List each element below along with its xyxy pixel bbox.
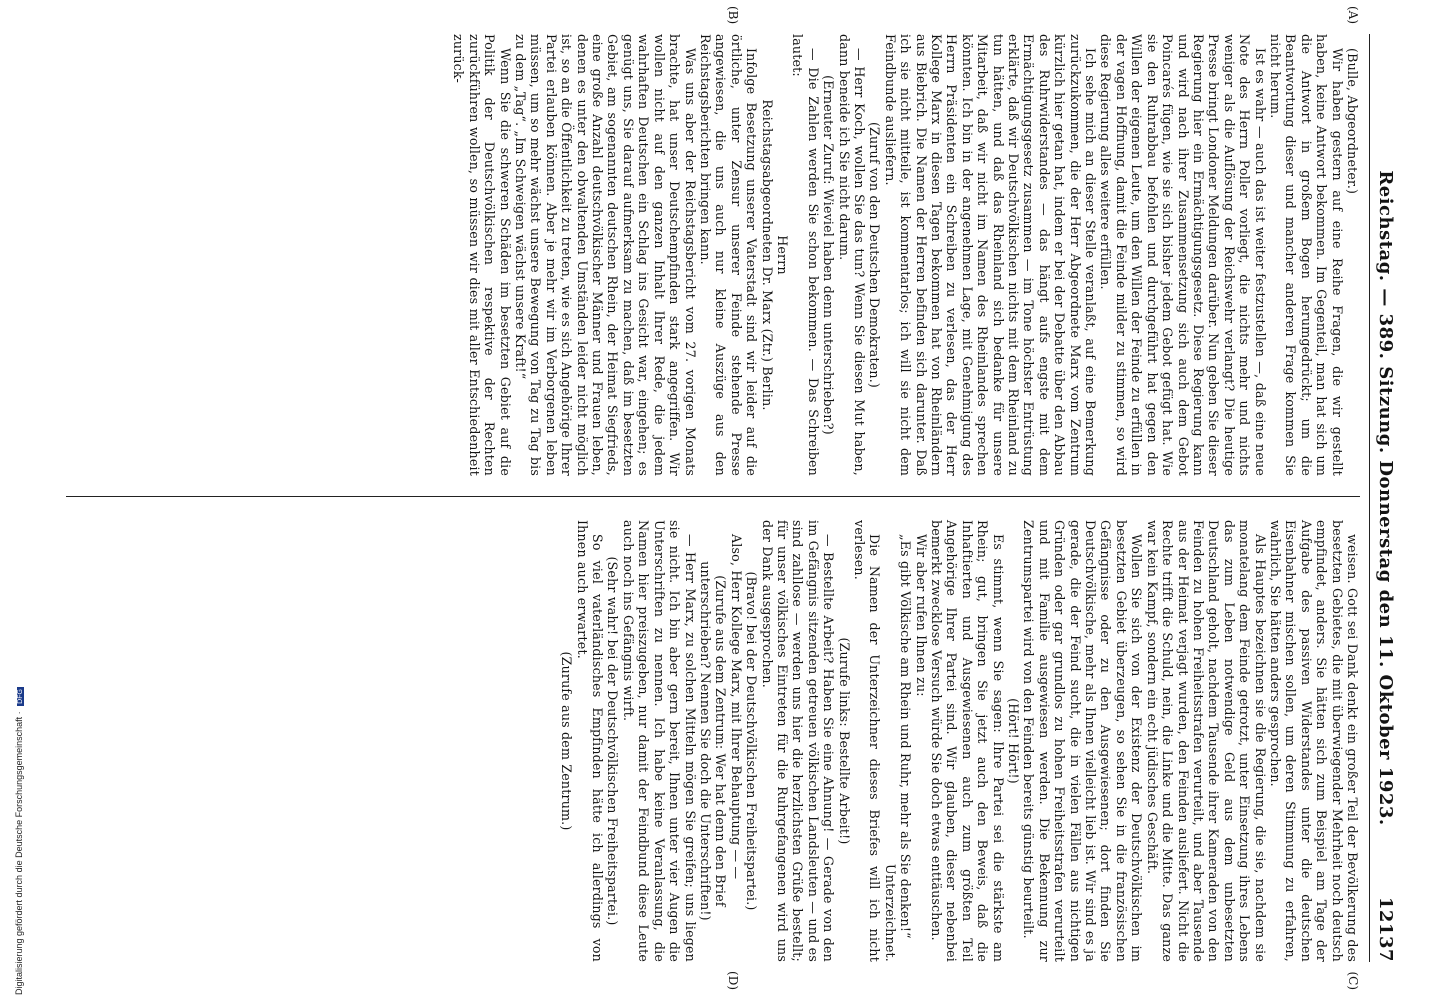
- right-paragraph: Wir aber rufen Ihnen zu:: [913, 534, 929, 697]
- right-paragraph: Unterzeichnet.: [882, 864, 898, 962]
- left-paragraph: Ist es wahr — auch das ist weiter festzustellen —, daß eine neue Note des Herrn Poller vorliegt, die nichts mehr und nichts weniger als die Auflösung der Reichswehr verlangt? Die heutige Presse bringt Londoner Meldungen darüber. Nun geben Sie dieser Regierung hier ein Ermächtigungsgesetz. Diese Regierung kann und wird nach ihrer Zusammensetzung sich auch dem Gebot Poincarés fügen, wie sie sich bisher jedem Gebot gefügt hat. Wie sie den Ruhrabbau befohlen und durchgeführt hat gegen den Willen der eigenen Leute, um den Willen der Feinde zu erfüllen in der vagen Hoffnung, damit die Feinde milder zu stimmen, so wird diese Regierung alles weitere erfüllen.: [1098, 34, 1268, 476]
- left-paragraph: — Die Zahlen werden Sie schon bekommen. — Das Schreiben lautet:: [790, 34, 821, 476]
- left-paragraph: Wir haben gestern auf eine Reihe Fragen, die wir gestellt haben, keine Antwort bekommen. Im Gegenteil, man hat sich um die Antwort in großem Bogen herumgedrückt; um die Beantwortung dieser und mancher anderen Frage kommen Sie nicht herum.: [1267, 34, 1345, 476]
- left-paragraph: (Bulle, Abgeordneter.): [1345, 48, 1360, 195]
- right-paragraph: Als Hauptes bezeichnen sie die Regierung, die sie, nachdem sie monatelang dem Feinde getrotzt, unter Einsetzung ihres Lebens das zum Leben notwendige Geld aus dem unbesetzten Deutschland geholt, nachdem Tausende ihrer Kameraden von den Feinden zu hohen Freiheitsstrafen verurteilt, und aber Tausende aus der Heimat verjagt wurden, den Feinden ausliefert. Nicht die Rechte trifft die Schuld, nein, die Linke und die Mitte. Das ganze war kein Kampf, sondern ein echt jüdisches Geschäft.: [1144, 520, 1268, 962]
- right-paragraph: (Zurufe aus dem Zentrum.): [559, 651, 575, 831]
- right-paragraph: (Hört! Hört!): [1006, 698, 1022, 784]
- margin-mark-d: (D): [726, 971, 740, 990]
- right-column: [66, 520, 1360, 962]
- right-paragraph: weisen. Gott sei Dank denkt ein großer Teil der Bevölkerung des besetzten Gebietes, die mit überwiegender Mehrheit noch deutsch empfindet, anders. Sie hätten sich zum Beispiel am Tage der Aufgabe des passiven Widerstandes unter die deutschen Eisenbahner mischen sollen, um deren Stimmung zu erfahren, wahrlich, Sie hätten anders gesprochen.: [1267, 520, 1360, 962]
- right-paragraph: Also, Herr Kollege Marx, mit Ihrer Behauptung — —: [728, 534, 744, 880]
- right-paragraph: Wollen Sie sich von der Existenz der Deutschvölkischen im besetzten Gebiet überzeugen, so sehen Sie in die französischen Gefängnisse oder zu den Ausgewiesenen; dort finden Sie Deutschvölkische, mehr als Ihnen vielleicht lieb ist. Wir sind es ja gerade, die der Feind sucht, die in vielen Fällen aus nichtigen Gründen oder gar grundlos zu hohen Freiheitsstrafen verurteilt und mit Familie ausgewiesen werden. Die Bekennung zur Zentrumspartei wird von den Feinden bereits günstig beurteilt.: [1021, 520, 1145, 962]
- right-paragraph: — Bestellte Arbeit? Haben Sie eine Ahnung! — Gerade von den im Gefängnis sitzenden getreuen völkischen Landsleuten — und es sind zahllose — werden uns hier die herzlichsten Grüße bestellt; für unser völkisches Eintreten für die Ruhrgefangenen wird uns der Dank ausgesprochen.: [759, 520, 837, 962]
- left-paragraph: Herrn: [774, 235, 790, 275]
- right-paragraph: So viel vaterländisches Empfinden hätte ich allerdings von Ihnen auch erwartet.: [574, 520, 606, 962]
- left-paragraph: (Zuruf von den Deutschen Demokraten.): [867, 121, 883, 389]
- margin-mark-c: (C): [1346, 971, 1360, 990]
- right-paragraph: Die Namen der Unterzeichner dieses Briefes will ich nicht verlesen.: [852, 520, 883, 962]
- right-paragraph: (Bravo! bei der Deutschvölkischen Freiheitspartei.): [744, 571, 760, 911]
- left-paragraph: Reichstagsabgeordneten Dr. Marx (Ztr.) Berlin.: [759, 99, 775, 411]
- left-paragraph: Wenn Sie die schweren Schäden im besetzten Gebiet auf die Politik der Deutschvölkischen respektive der Rechten zurückführen wollen, so müssen wir dies mit aller Entschiedenheit zurück-: [451, 34, 513, 476]
- right-paragraph: Es stimmt, wenn Sie sagen: Ihre Partei sei die stärkste am Rhein; gut, bringen Sie jetzt auch den Beweis, daß die Inhaftierten und Ausgewiesenen auch zum größten Teil Angehörige Ihrer Partei sind. Wir glauben, dieser nebenbei bemerkt zwecklose Versuch würde Sie doch etwas enttäuschen.: [929, 520, 1006, 962]
- left-paragraph: (Erneuter Zuruf: Wieviel haben denn unterschrieben?): [821, 75, 837, 435]
- left-paragraph: Was uns aber der Reichstagsbericht vom 27. vorigen Monats brachte, hat unser Deutschempfinden stark angegriffen. Wir wollen nicht auf den ganzen Inhalt Ihrer Rede, die jedem wahrhaften Deutschen ein Schlag ins Gesicht war, eingehen; es genügt uns, Sie darauf aufmerksam zu machen, daß im besetzten Gebiet, am sogenannten deutschen Rhein, der Heimat Siegfrieds, eine große Anzahl deutschvölkischer Männer und Frauen leben, denen es unter den obwaltenden Umständen leider nicht möglich ist, so an die Öffentlichkeit zu treten, wie es sich Angehörige Ihrer Partei erlauben können. Aber je mehr wir im Verborgenen leben müssen, um so mehr wächst unsere Bewegung von Tag zu Tag bis zu dem „Tag“. „Im Schweigen wächst unsere Kraft!“: [513, 34, 698, 476]
- funding-text: Digitalisierung gefördert durch die Deutsche Forschungsgemeinschaft: [14, 716, 24, 995]
- right-paragraph: (Zurufe aus dem Zentrum: Wer hat denn den Brief unterschrieben? Nennen Sie doch die Unterschriften!): [697, 561, 729, 921]
- header-title: Reichstag. — 389. Sitzung. Donnerstag den 11. Oktober 1923.: [1375, 170, 1396, 826]
- document-page: [66, 6, 1396, 990]
- funding-note: Digitalisierung gefördert durch die Deutsche Forschungsgemeinschaft · DFG: [14, 689, 24, 995]
- page-header: [1369, 34, 1396, 962]
- page-number: 12137: [1375, 896, 1396, 962]
- column-divider: [66, 496, 1360, 497]
- left-paragraph: — Herr Koch, wollen Sie das tun? Wenn Sie diesen Mut haben, dann beneide ich Sie nicht darum.: [836, 34, 867, 476]
- right-paragraph: — Herr Marx, zu solchen Mitteln mögen Sie greifen; uns liegen sie nicht. Ich bin aber gern bereit, Ihnen unter vier Augen die Unterschriften zu nennen. Ich habe keine Veranlassung, die Namen hier preiszugeben, nur damit der Feindbund diese Leute auch noch ins Gefängnis wirft.: [620, 520, 698, 962]
- left-paragraph: Ich sehe mich an dieser Stelle veranlaßt, auf eine Bemerkung zurückzukommen, die der Herr Abgeordnete Marx vom Zentrum kürzlich hier getan hat, indem er bei der Debatte über den Abbau des Ruhrwiderstandes — das hängt aufs engste mit dem Ermächtigungsgesetz zusammen — im Tone höchster Entrüstung erklärte, daß wir Deutschvölkischen nichts mit dem Rheinland zu tun hätten, und daß das Rheinland sich bedanke für unsere Mitarbeit, daß wir nicht im Namen des Rheinlandes sprechen könnten. Ich bin in der angenehmen Lage, mit Genehmigung des Herrn Präsidenten ein Schreiben zu verlesen, das der Herr Kollege Marx in diesen Tagen bekommen hat von Rheinländern aus Biebrich. Die Namen der Herren befinden sich darunter. Daß ich sie nicht mitteile, ist kommentarlos; ich will sie nicht dem Feindbunde ausliefern.: [882, 34, 1099, 476]
- margin-mark-b: (B): [726, 6, 740, 25]
- right-paragraph: „Es gibt Völkische am Rhein und Ruhr, mehr als Sie denken!“: [898, 534, 914, 939]
- right-paragraph: (Sehr wahr! bei der Deutschvölkischen Freiheitspartei.): [605, 556, 621, 926]
- left-paragraph: Infolge Besetzung unserer Vaterstadt sind wir leider auf die örtliche, unter Zensur unserer Feinde stehende Presse angewiesen, die uns auch nur kleine Auszüge aus den Reichstagsberichten bringen kann.: [697, 34, 760, 476]
- text-columns: [66, 6, 1360, 990]
- margin-mark-a: (A): [1346, 6, 1360, 25]
- left-column: [66, 34, 1360, 476]
- right-paragraph: (Zurufe links: Bestellte Arbeit!): [836, 637, 852, 845]
- dfg-logo: DFG: [17, 689, 24, 704]
